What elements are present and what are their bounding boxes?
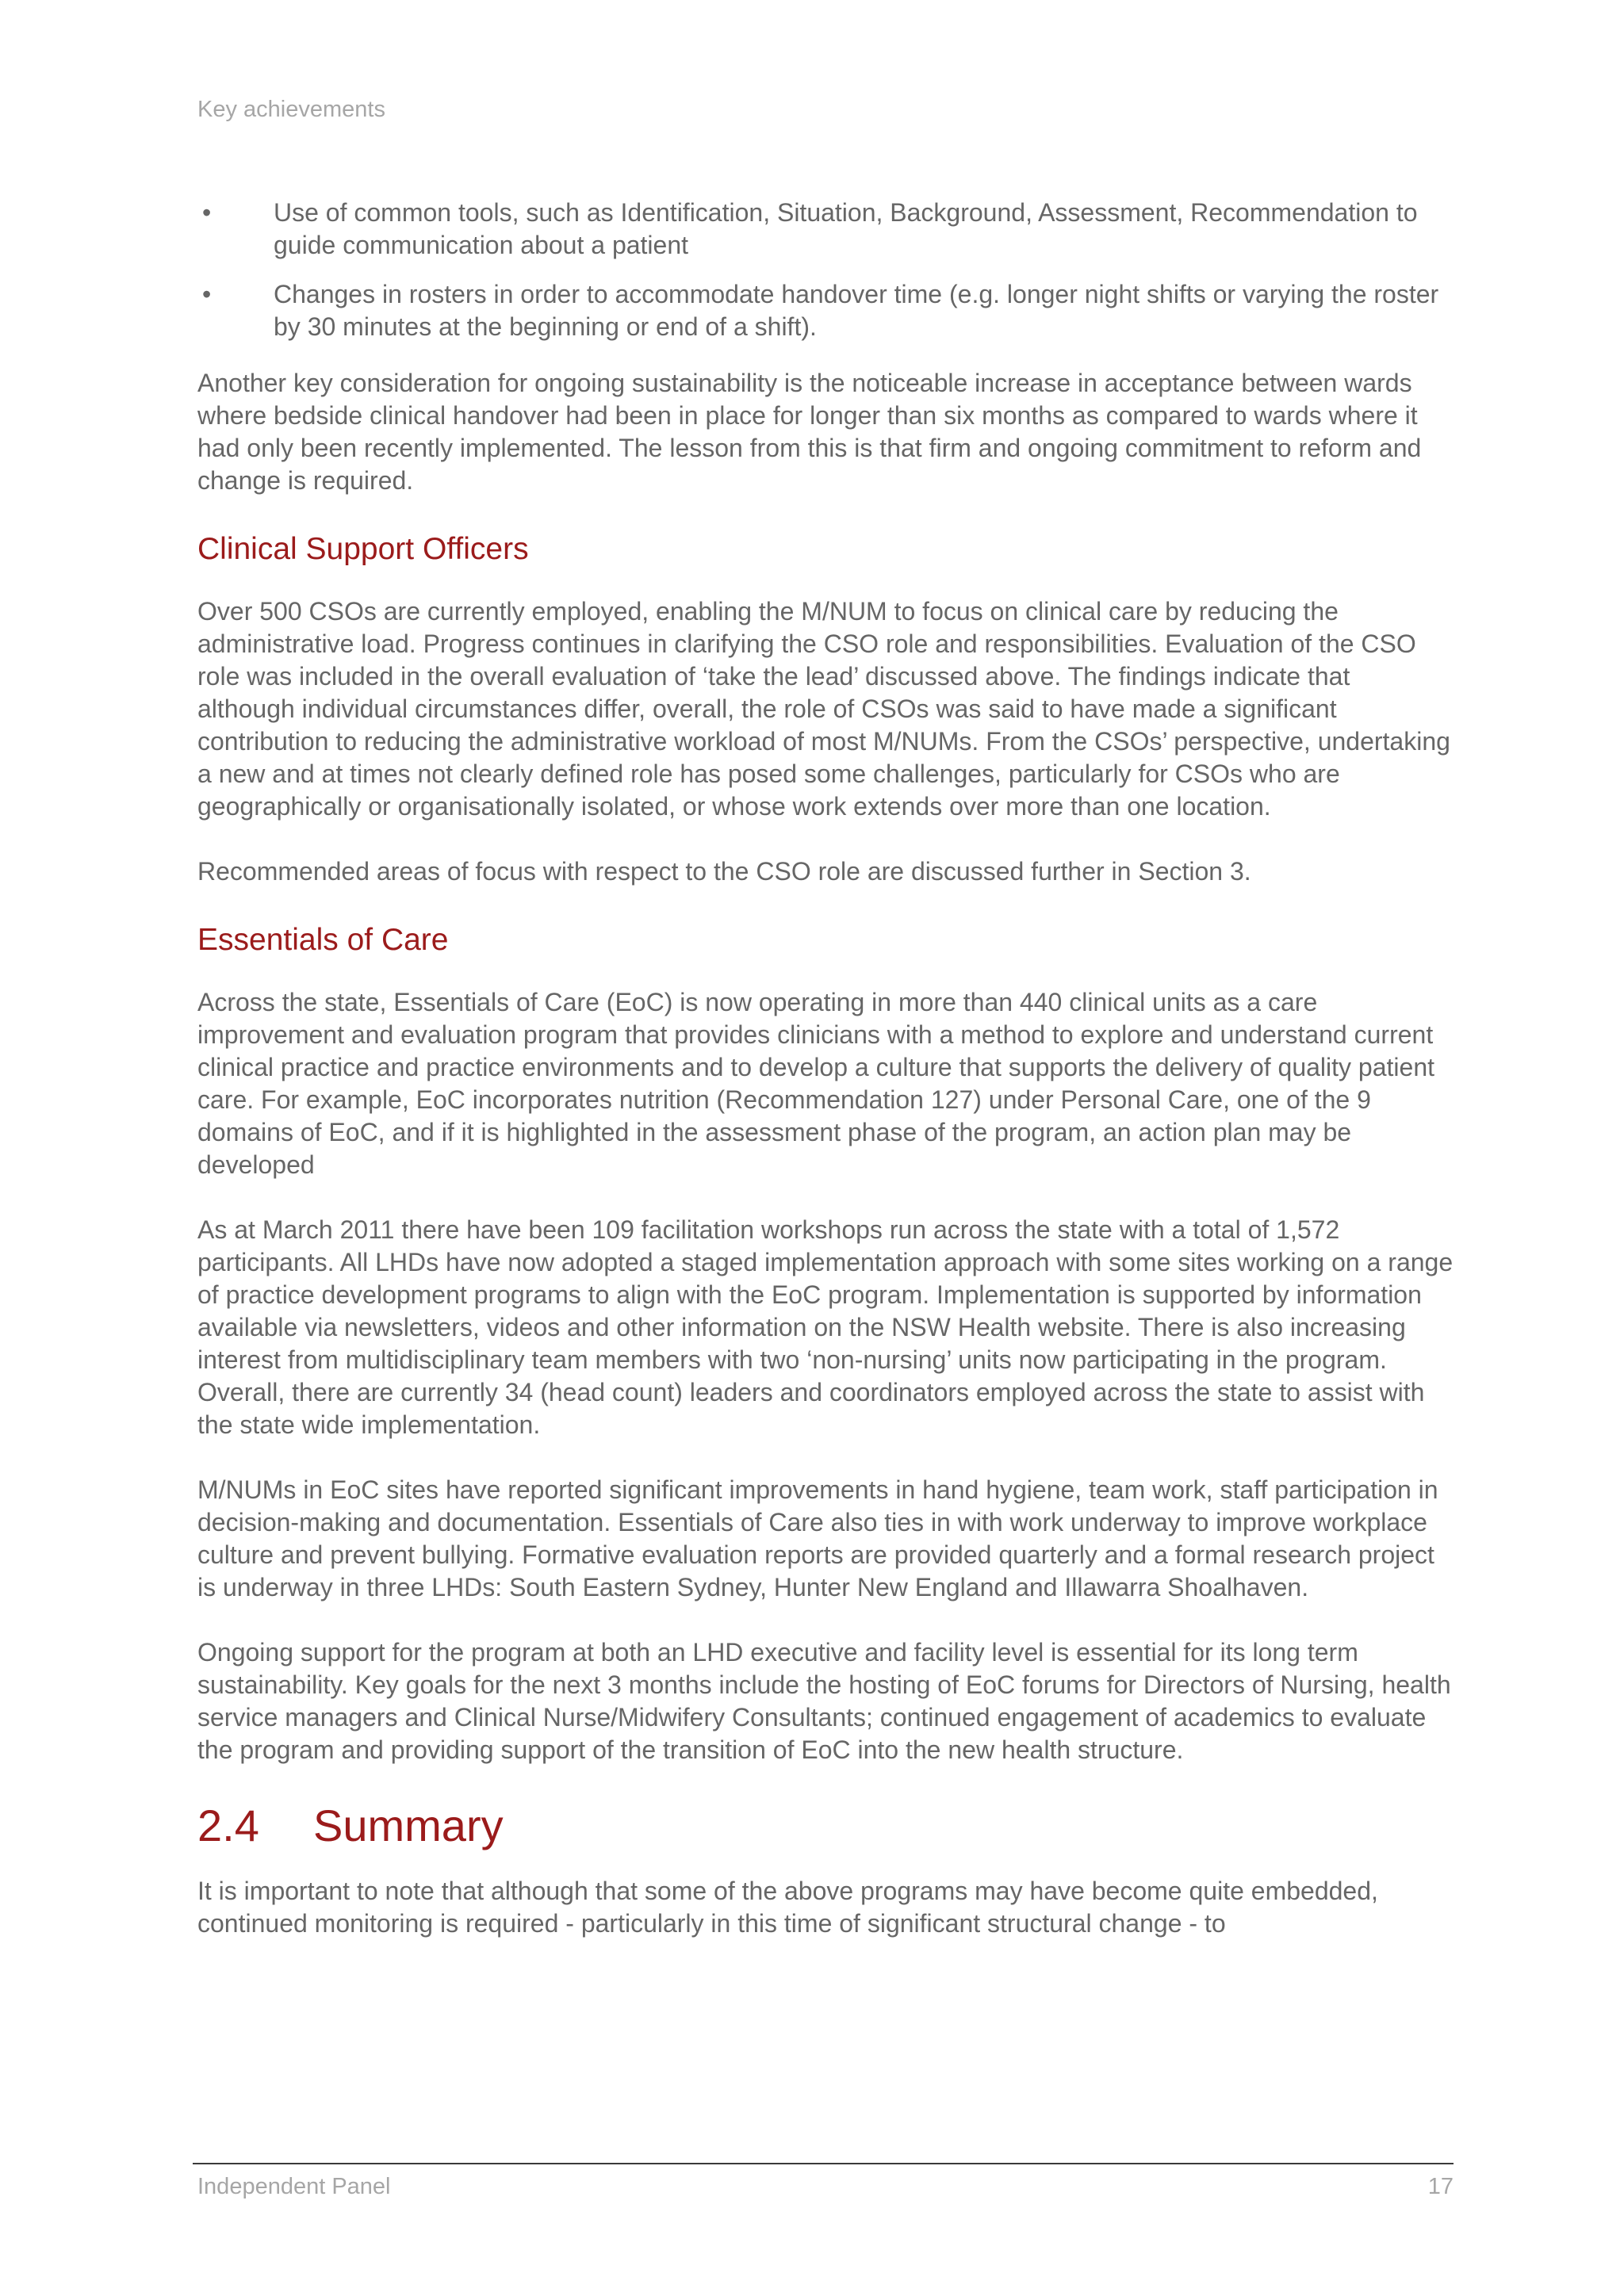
- intro-paragraph: Another key consideration for ongoing sustainability is the noticeable increase in acceptance between wards where bedside clinical handover had been in place for longer than six months as compared to wards where it had only been recently implemented. The lesson from this is that firm and ongoing commitment to reform and change is required.: [197, 369, 1422, 495]
- cso-paragraph: Over 500 CSOs are currently employed, enabling the M/NUM to focus on clinical care by reducing the administrative load. Progress continues in clarifying the CSO role and responsibilities. Evaluation of the CSO role was included in the overall evaluation of ‘take the lead’ discussed above. The findings indicate that although individual circumstances differ, overall, the role of CSOs was said to have made a significant contribution to reducing the administrative workload of most M/NUMs. From the CSOs’ perspective, undertaking a new and at times not clearly defined role has posed some challenges, particularly for CSOs who are geographically or organisationally isolated, or whose work extends over more than one location.: [197, 597, 1450, 821]
- summary-paragraph: It is important to note that although that some of the above programs may have become quite embedded, continued monitoring is required - particularly in this time of significant structural change - to: [197, 1877, 1378, 1938]
- page-number: 17: [1427, 2174, 1454, 2199]
- section-heading-eoc: Essentials of Care: [197, 923, 449, 957]
- eoc-paragraph: As at March 2011 there have been 109 facilitation workshops run across the state with a total of 1,572 participants. All LHDs have now adopted a staged implementation approach with some sites working on a range of practice development programs to align with the EoC program. Implementation is supported by information available via newsletters, videos and other information on the NSW Health website. There is also increasing interest from multidisciplinary team members with two ‘non-nursing’ units now participating in the program. Overall, there are currently 34 (head count) leaders and coordinators employed across the state to assist with the state wide implementation.: [197, 1215, 1454, 1439]
- running-header: Key achievements: [197, 97, 385, 122]
- eoc-paragraph: Across the state, Essentials of Care (EoC) is now operating in more than 440 clinical units as a care improvement and evaluation program that provides clinicians with a method to explore and understand current clinical practice and practice environments and to develop a culture that supports the delivery of quality patient care. For example, EoC incorporates nutrition (Recommendation 127) under Personal Care, one of the 9 domains of EoC, and if it is highlighted in the assessment phase of the program, an action plan may be developed: [197, 988, 1434, 1179]
- section-number: 2.4: [197, 1800, 259, 1850]
- list-item: [197, 278, 1454, 343]
- bullet-icon: •: [202, 280, 212, 308]
- bullet-icon: •: [202, 198, 212, 227]
- list-item-text: Changes in rosters in order to accommodate handover time (e.g. longer night shifts or varying the roster by 30 minutes at the beginning or end of a shift).: [274, 280, 1439, 341]
- eoc-paragraph: M/NUMs in EoC sites have reported significant improvements in hand hygiene, team work, staff participation in decision-making and documentation. Essentials of Care also ties in with work underway to improve workplace culture and prevent bullying. Formative evaluation reports are provided quarterly and a formal research project is underway in three LHDs: South Eastern Sydney, Hunter New England and Illawarra Shoalhaven.: [197, 1475, 1438, 1601]
- list-item-text: Use of common tools, such as Identification, Situation, Background, Assessment, Recommendation to guide communication about a patient: [274, 198, 1418, 259]
- document-page: [197, 0, 1454, 2296]
- footer-title: Independent Panel: [197, 2174, 391, 2199]
- page-content: [197, 197, 1454, 1973]
- list-item: [197, 197, 1454, 262]
- section-heading-cso: Clinical Support Officers: [197, 532, 529, 566]
- footer-divider: [193, 2163, 1454, 2164]
- eoc-paragraph: Ongoing support for the program at both an LHD executive and facility level is essential for its long term sustainability. Key goals for the next 3 months include the hosting of EoC forums for Directors of Nursing, health service managers and Clinical Nurse/Midwifery Consultants; continued engagement of academics to evaluate the program and providing support of the transition of EoC into the new health structure.: [197, 1638, 1451, 1764]
- section-title: Summary: [313, 1800, 504, 1850]
- section-heading-summary: [197, 1799, 1454, 1853]
- cso-paragraph: Recommended areas of focus with respect to the CSO role are discussed further in Section 3.: [197, 857, 1251, 886]
- bullet-list: [197, 197, 1454, 343]
